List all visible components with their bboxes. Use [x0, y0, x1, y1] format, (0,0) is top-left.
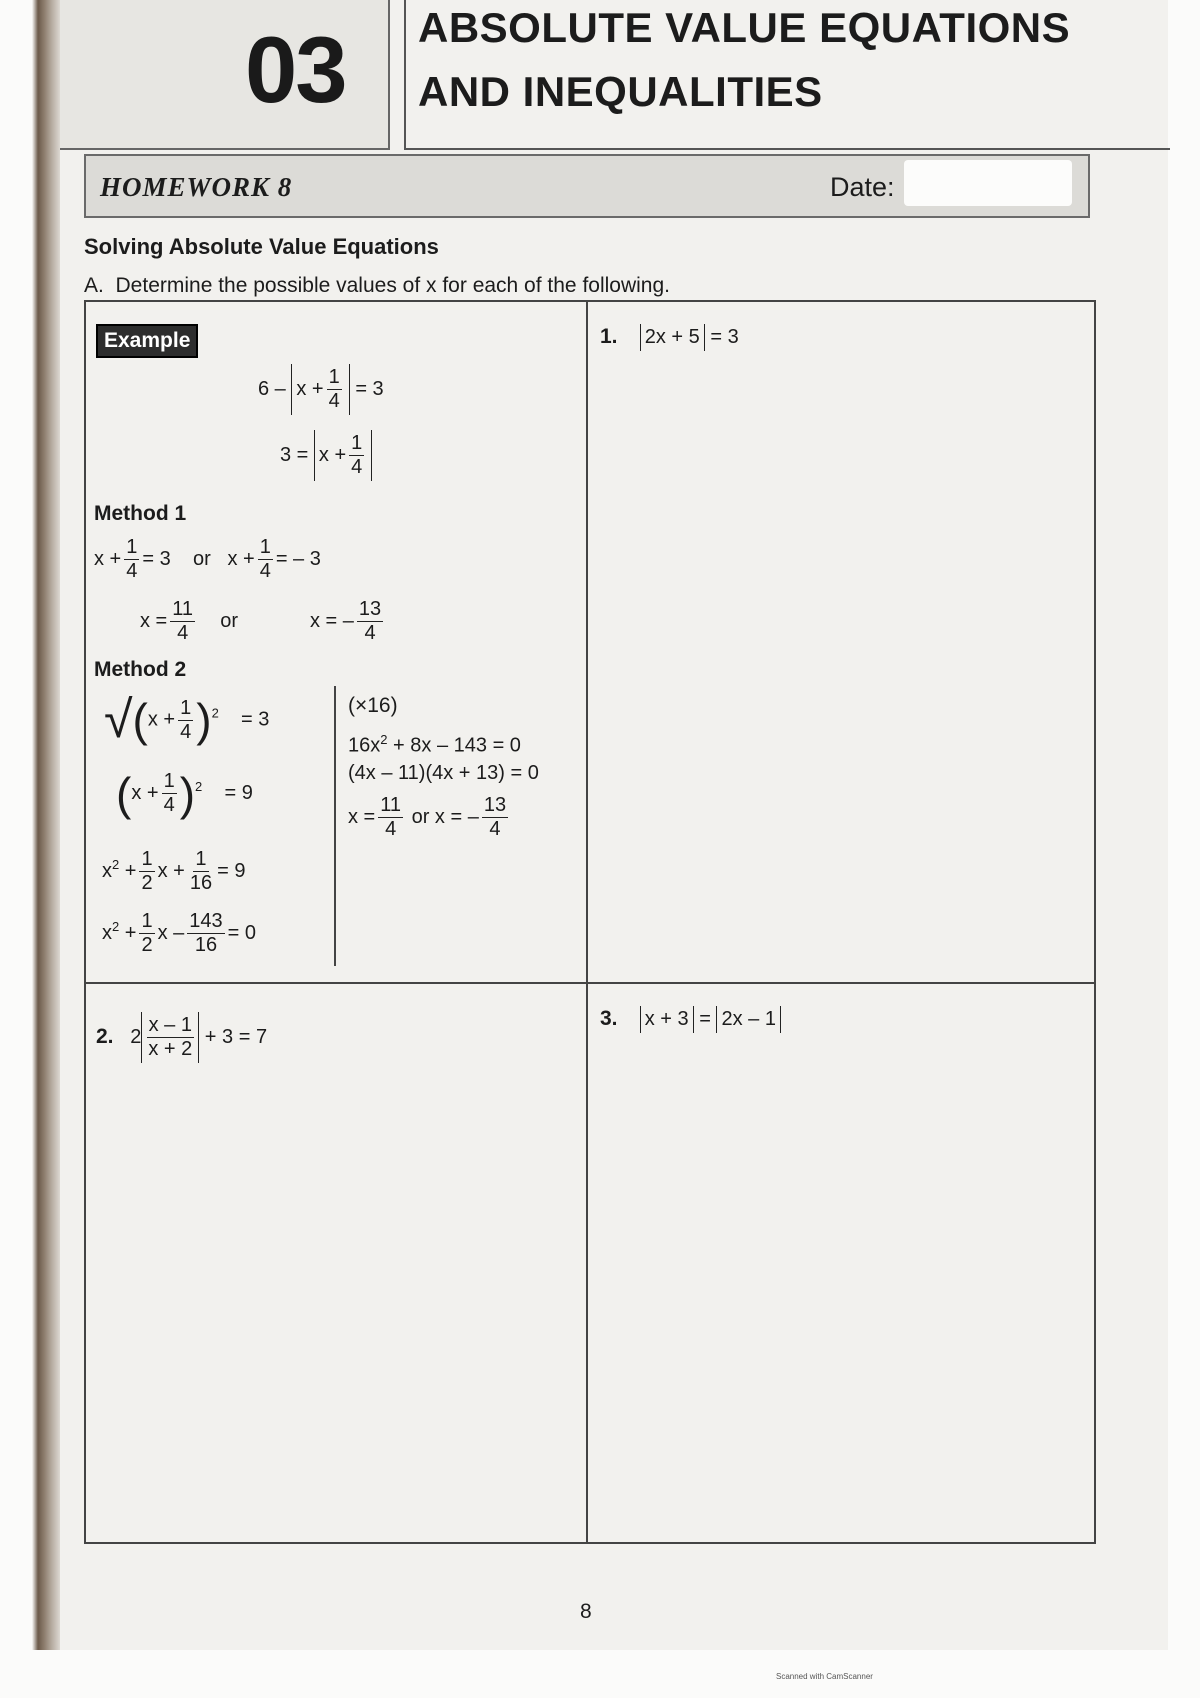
m1-or: or	[192, 547, 211, 570]
example-equation-1	[258, 364, 384, 415]
m2-r2-num: 1	[163, 770, 175, 792]
m2-r3-mid: x +	[157, 859, 185, 882]
m2-r2-frac	[162, 770, 177, 817]
m2-r4-rhs: = 0	[227, 921, 257, 944]
m2-r2-den: 4	[163, 794, 175, 816]
m1-d-frac	[357, 598, 383, 645]
book-spine-shadow	[0, 0, 60, 1650]
example-badge: Example	[96, 324, 198, 358]
m2-r3-plus: +	[124, 859, 137, 882]
method2-row1	[104, 691, 270, 749]
m2-side2-a: 16x	[348, 734, 381, 757]
m2-r4-exp: 2	[112, 919, 120, 935]
eq1-abs	[291, 364, 349, 415]
eq1-frac	[327, 366, 342, 413]
eq2-abs	[314, 430, 372, 481]
method1-label: Method 1	[94, 502, 187, 525]
paren-close: )	[196, 694, 212, 746]
m2-side4-den1: 4	[385, 818, 397, 840]
scanner-footer: Scanned with CamScanner	[776, 1672, 873, 1681]
m1-b-num: 1	[259, 536, 271, 558]
m2-r4-mid: x –	[157, 921, 185, 944]
m1-a-frac	[124, 536, 139, 583]
m1-b-den: 4	[259, 560, 271, 582]
eq2-num: 1	[351, 432, 363, 454]
m2-r4-num1: 1	[141, 910, 153, 932]
problem-2-num: x – 1	[148, 1014, 192, 1036]
m2-side2-exp: 2	[380, 732, 388, 747]
chapter-number: 03	[245, 17, 346, 122]
page-margin-bottom	[0, 1650, 1200, 1698]
m1-a-num: 1	[126, 536, 138, 558]
eq1-lhs: 6 –	[258, 377, 286, 400]
method2-side1: (×16)	[348, 694, 398, 717]
method1-line2b	[310, 598, 386, 645]
problem-2-number: 2.	[96, 1024, 114, 1048]
m2-r4-plus: +	[124, 921, 137, 944]
instruction	[84, 274, 670, 298]
m2-side4-lhs: x =	[348, 805, 376, 828]
method1-line1	[94, 536, 321, 583]
method2-side2	[348, 732, 521, 758]
m1-b-rhs: = – 3	[275, 547, 321, 570]
example-equation-2	[280, 430, 372, 481]
eq1-den: 4	[328, 390, 340, 412]
m2-r2-rhs: = 9	[224, 781, 253, 804]
m2-r4-den1: 2	[141, 934, 153, 956]
grid-horizontal-divider	[84, 982, 1094, 984]
m1-c-frac	[170, 598, 195, 645]
paren-close-2: )	[179, 767, 196, 820]
m1-a-den: 4	[126, 560, 138, 582]
date-label: Date:	[830, 172, 895, 202]
m2-r1-rhs: = 3	[241, 708, 270, 731]
m2-r3-num1: 1	[141, 848, 153, 870]
problem-1-rhs: = 3	[710, 325, 739, 348]
method2-side4	[348, 794, 511, 841]
instruction-letter: A.	[84, 274, 104, 297]
page-margin-right	[1168, 0, 1200, 1698]
problem-2-rhs: + 3 = 7	[204, 1025, 268, 1048]
problem-2	[96, 1012, 267, 1063]
m1-a-lhs: x +	[94, 547, 122, 570]
m2-side4-num1: 11	[380, 794, 402, 816]
m2-r3-den2: 16	[189, 872, 213, 894]
method2-separator	[334, 686, 336, 966]
m2-r3-frac2	[188, 848, 214, 895]
method1-line2a	[140, 598, 238, 645]
m2-r4-frac1	[139, 910, 154, 957]
m2-side4-den2: 4	[489, 818, 501, 840]
method2-row4	[102, 910, 256, 957]
m1-c-num: 11	[172, 598, 194, 620]
problem-2-den: x + 2	[148, 1038, 193, 1060]
method2-row3	[102, 848, 245, 895]
sqrt-symbol: √	[104, 691, 133, 749]
m2-r1-den: 4	[180, 720, 192, 743]
eq1-num: 1	[328, 366, 340, 388]
m2-r2-inner: x +	[131, 781, 159, 804]
m1-c-den: 4	[177, 622, 189, 644]
m2-r1-inner: x +	[147, 708, 176, 731]
m1-a-rhs: = 3	[142, 547, 171, 570]
m2-r3-rhs: = 9	[217, 859, 246, 882]
problem-1-abs: 2x + 5	[640, 324, 705, 351]
m2-r3-a: x	[102, 859, 112, 882]
m2-r1-exp: 2	[211, 705, 219, 721]
method2-row2	[116, 767, 253, 820]
m2-r3-den1: 2	[141, 872, 153, 894]
m2-r1-frac	[178, 697, 193, 744]
problem-3-number: 3.	[600, 1006, 618, 1030]
chapter-title-line1: ABSOLUTE VALUE EQUATIONS	[418, 4, 1071, 51]
grid-vertical-divider	[586, 300, 588, 1544]
eq2-inner: x +	[318, 443, 347, 466]
homework-label: HOMEWORK 8	[100, 172, 293, 202]
m2-r4-frac2	[187, 910, 224, 957]
problem-3-right: 2x – 1	[716, 1006, 780, 1033]
paren-open: (	[132, 694, 148, 746]
problem-2-abs	[141, 1012, 199, 1063]
m1-d-den: 4	[364, 622, 376, 644]
chapter-title-line2: AND INEQUALITIES	[418, 68, 823, 115]
m2-side4-num2: 13	[483, 794, 507, 816]
m1-b-lhs: x +	[227, 547, 255, 570]
m2-r4-a: x	[102, 921, 112, 944]
m2-side4-frac2	[482, 794, 508, 841]
eq1-rhs: = 3	[355, 377, 384, 400]
eq1-inner: x +	[296, 377, 324, 400]
m1-c-lhs: x =	[140, 609, 168, 632]
problem-3-eq: =	[699, 1007, 711, 1030]
m2-r3-num2: 1	[195, 848, 207, 870]
eq2-frac	[349, 432, 364, 479]
m2-r3-exp: 2	[112, 857, 120, 873]
date-field[interactable]	[904, 160, 1072, 206]
m1-or-2: or	[220, 609, 239, 632]
m2-r3-frac1	[139, 848, 154, 895]
problem-2-frac	[146, 1014, 194, 1061]
problem-3-left: x + 3	[640, 1006, 694, 1033]
eq2-den: 4	[351, 456, 363, 478]
m2-r2-exp: 2	[195, 779, 203, 795]
m1-d-lhs: x = –	[310, 609, 354, 632]
page-number: 8	[580, 1600, 592, 1623]
m1-d-num: 13	[358, 598, 382, 620]
paren-open-2: (	[116, 767, 132, 820]
m2-side4-frac1	[378, 794, 403, 841]
problem-2-coef: 2	[130, 1025, 142, 1048]
method2-label: Method 2	[94, 658, 187, 681]
eq2-lhs: 3 =	[280, 443, 309, 466]
problem-1	[600, 324, 739, 351]
m2-r1-num: 1	[180, 696, 192, 719]
m2-side2-b: + 8x – 143 = 0	[393, 734, 521, 757]
section-title: Solving Absolute Value Equations	[84, 234, 439, 259]
m1-b-frac	[258, 536, 273, 583]
m2-r4-num2: 143	[189, 910, 223, 932]
method2-side3: (4x – 11)(4x + 13) = 0	[348, 762, 539, 784]
instruction-text: Determine the possible values of x for each of the following.	[115, 274, 670, 297]
problem-3	[600, 1006, 781, 1033]
m2-r4-den2: 16	[194, 934, 218, 956]
problem-1-number: 1.	[600, 324, 618, 348]
m2-side4-mid: or x = –	[411, 805, 479, 828]
